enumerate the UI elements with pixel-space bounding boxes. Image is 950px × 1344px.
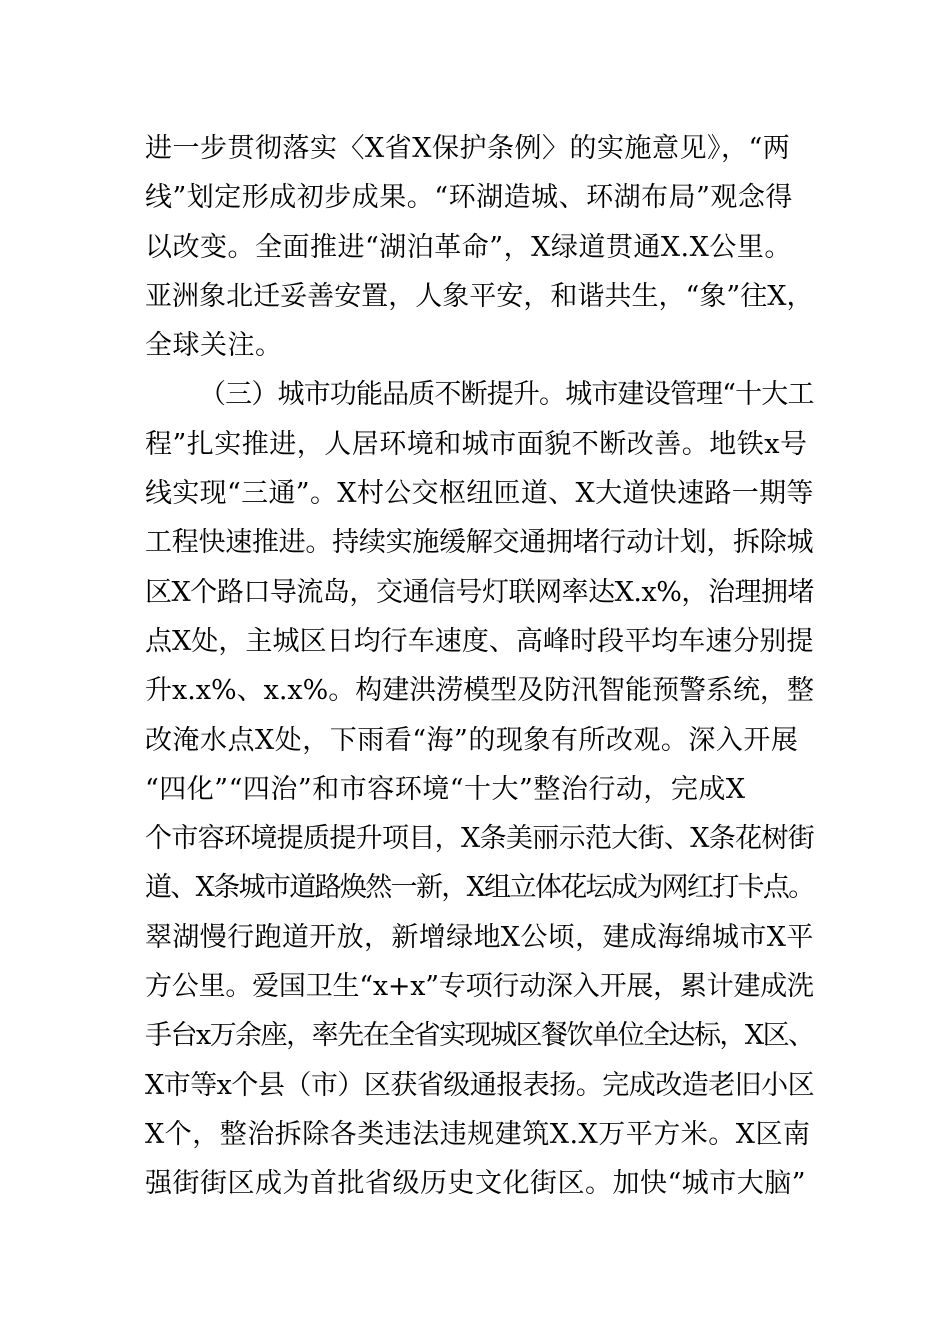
text-line: 工程快速推进。持续实施缓解交通拥堵行动计划，拆除城 <box>145 527 814 559</box>
text-line: 改淹水点X处，下雨看“海”的现象有所改观。深入开展 <box>145 724 799 756</box>
text-line: 区X个路口导流岛，交通信号灯联网率达X.x%，治理拥堵 <box>145 576 815 608</box>
section-heading-line: （三）城市功能品质不断提升。城市建设管理“十大工 <box>199 379 814 411</box>
text-line: X市等x个县（市）区获省级通报表扬。完成改造老旧小区 <box>145 1069 815 1101</box>
text-line: 方公里。爱国卫生“x+x”专项行动深入开展，累计建成洗 <box>145 971 814 1003</box>
text-line: “四化”“四治”和市容环境“十大”整治行动，完成X <box>145 773 746 805</box>
text-line: 手台x万余座，率先在全省实现城区餐饮单位全达标，X区、 <box>145 1020 814 1052</box>
text-line: 以改变。全面推进“湖泊革命”，X绿道贯通X.X公里。 <box>145 231 792 263</box>
text-line: 进一步贯彻落实〈X省X保护条例〉的实施意见》，“两 <box>145 133 791 164</box>
text-line: 线实现“三通”。X村公交枢纽匝道、X大道快速路一期等 <box>145 478 814 510</box>
text-line: 道、X条城市道路焕然一新，X组立体花坛成为网红打卡点。 <box>145 872 814 904</box>
text-line: 强街街区成为首批省级历史文化街区。加快“城市大脑” <box>145 1168 807 1200</box>
text-line: 点X处，主城区日均行车速度、高峰时段平均车速分别提 <box>145 625 814 657</box>
text-line: 亚洲象北迁妥善安置，人象平安，和谐共生，“象”往X， <box>145 280 814 312</box>
text-line: X个，整治拆除各类违法违规建筑X.X万平方米。X区南 <box>145 1118 811 1150</box>
text-line: 翠湖慢行跑道开放，新增绿地X公顷，建成海绵城市X平 <box>145 921 814 953</box>
body-text <box>145 124 815 1209</box>
text-line: 个市容环境提质提升项目，X条美丽示范大街、X条花树街 <box>145 823 815 855</box>
text-line: 程”扎实推进，人居环境和城市面貌不断改善。地铁x号 <box>145 428 808 460</box>
text-line: 升x.x%、x.x%。构建洪涝模型及防汛智能预警系统，整 <box>145 675 814 707</box>
text-line: 线”划定形成初步成果。“环湖造城、环湖布局”观念得 <box>145 182 793 214</box>
text-line: 全球关注。 <box>145 330 283 362</box>
